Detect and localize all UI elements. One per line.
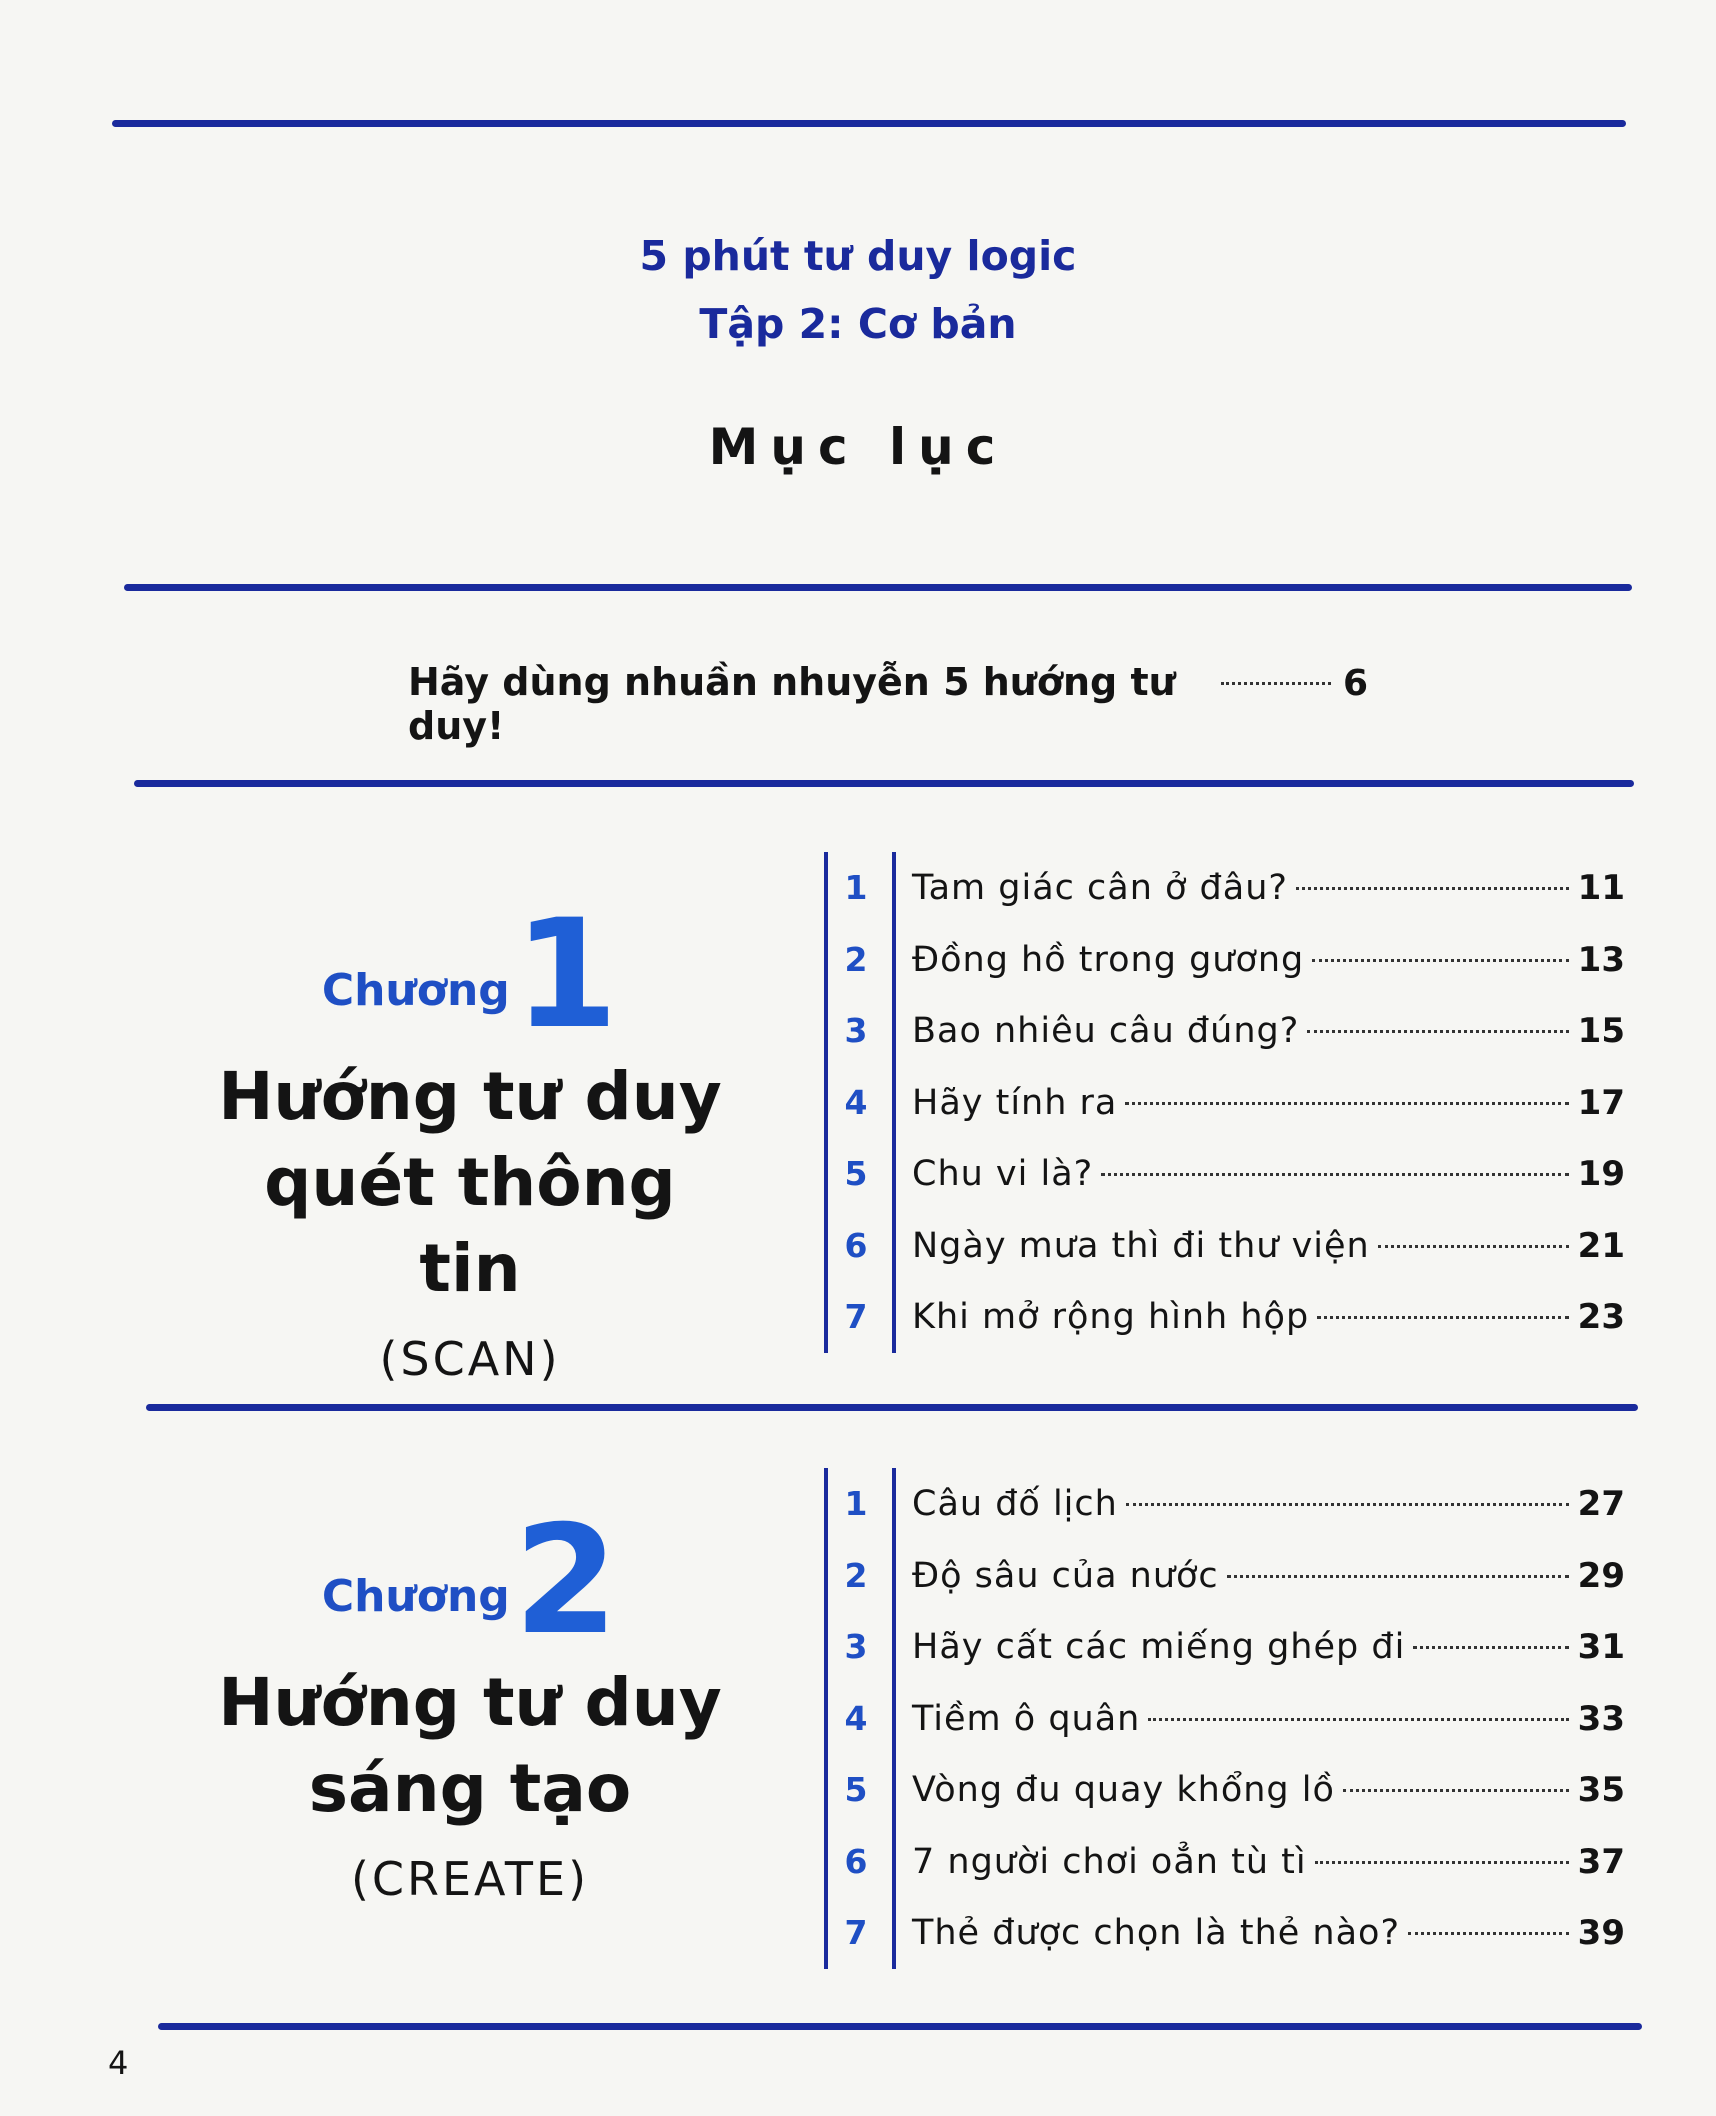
toc-item[interactable] — [820, 852, 1625, 924]
chapter2-title-line1: Hướng tư duy — [218, 1664, 722, 1741]
leader-dots — [1408, 1932, 1569, 1935]
leader-dots — [1343, 1789, 1569, 1792]
toc-item-page: 39 — [1577, 1913, 1625, 1953]
toc-item-number: 3 — [844, 1011, 868, 1050]
toc-item-number: 6 — [844, 1841, 868, 1881]
toc-item-title: Hãy tính ra — [912, 1082, 1118, 1123]
chapter1-title-line2: quét thông tin — [264, 1144, 676, 1307]
toc-item-page: 19 — [1577, 1154, 1625, 1194]
toc-heading: Mục lục — [708, 418, 1008, 476]
leader-dots — [1315, 1861, 1569, 1864]
toc-item-page: 23 — [1577, 1297, 1625, 1337]
book-title-line2: Tập 2: Cơ bản — [699, 300, 1017, 348]
toc-item[interactable] — [820, 1540, 1625, 1612]
toc-item-number: 1 — [844, 868, 868, 907]
toc-item-title: Ngày mưa thì đi thư viện — [912, 1225, 1370, 1266]
toc-item-page: 17 — [1577, 1082, 1625, 1123]
intro-rule — [134, 780, 1634, 787]
toc-item[interactable] — [820, 924, 1625, 996]
toc-item-page: 29 — [1577, 1555, 1625, 1596]
toc-item[interactable] — [820, 1210, 1625, 1282]
toc-item-title: Độ sâu của nước — [912, 1555, 1219, 1596]
toc-item[interactable] — [820, 1683, 1625, 1755]
leader-dots — [1317, 1316, 1569, 1319]
toc-item[interactable] — [820, 995, 1625, 1067]
list-bar-right — [892, 1468, 896, 1969]
leader-dots — [1148, 1718, 1569, 1721]
toc-item-number: 2 — [844, 1555, 868, 1595]
toc-item-number: 5 — [844, 1154, 868, 1193]
toc-item-title: Hãy cất các miếng ghép đi — [912, 1627, 1406, 1667]
toc-item-title: Chu vi là? — [912, 1154, 1094, 1194]
toc-item[interactable] — [820, 1611, 1625, 1683]
toc-item-page: 27 — [1577, 1484, 1625, 1524]
list-bar-left — [824, 1468, 828, 1969]
heading-rule — [124, 584, 1632, 591]
toc-item-page: 33 — [1577, 1698, 1625, 1739]
toc-item[interactable] — [820, 1468, 1625, 1540]
chapter1-heading — [210, 888, 730, 1386]
chapter2-list — [820, 1468, 1625, 1969]
book-title-line1: 5 phút tư duy logic — [639, 232, 1077, 280]
list-bar-right — [892, 852, 896, 1353]
intro-entry[interactable] — [408, 660, 1368, 748]
chapter1-subtitle: (SCAN) — [379, 1332, 561, 1386]
leader-dots — [1296, 887, 1569, 890]
leader-dots — [1307, 1030, 1569, 1033]
toc-item-page: 31 — [1577, 1627, 1625, 1667]
toc-item-page: 15 — [1577, 1011, 1625, 1051]
toc-item-title: Khi mở rộng hình hộp — [912, 1297, 1310, 1337]
page-number: 4 — [108, 2044, 129, 2082]
leader-dots — [1413, 1646, 1569, 1649]
toc-item[interactable] — [820, 1897, 1625, 1969]
book-title — [0, 222, 1716, 358]
chapter1-list — [820, 852, 1625, 1353]
toc-item-number: 3 — [844, 1627, 868, 1666]
chapter2-title-line2: sáng tạo — [308, 1750, 632, 1827]
intro-page: 6 — [1342, 663, 1368, 704]
toc-item-title: Bao nhiêu câu đúng? — [912, 1011, 1300, 1051]
chapter2-title — [210, 1660, 730, 1832]
chapter1-title — [210, 1054, 730, 1312]
chapter2-subtitle: (CREATE) — [350, 1852, 590, 1906]
toc-item[interactable] — [820, 1826, 1625, 1898]
leader-dots — [1312, 959, 1569, 962]
list-bar-left — [824, 852, 828, 1353]
toc-item-title: 7 người chơi oẳn tù tì — [912, 1841, 1307, 1882]
toc-item-title: Thẻ được chọn là thẻ nào? — [912, 1913, 1401, 1953]
toc-item-number: 2 — [844, 939, 868, 979]
toc-item-number: 7 — [844, 1297, 868, 1336]
toc-item-title: Đồng hồ trong gương — [912, 939, 1305, 980]
leader-dots — [1378, 1245, 1569, 1248]
chapter1-label — [210, 888, 730, 1062]
chapter2-heading — [210, 1494, 730, 1906]
toc-item-number: 4 — [844, 1082, 868, 1122]
leader-dots — [1227, 1575, 1569, 1578]
toc-item[interactable] — [820, 1754, 1625, 1826]
toc-item-page: 21 — [1577, 1225, 1625, 1266]
toc-item-title: Vòng đu quay khổng lồ — [912, 1770, 1335, 1810]
bottom-rule — [158, 2023, 1642, 2030]
toc-item-number: 5 — [844, 1770, 868, 1809]
toc-item[interactable] — [820, 1138, 1625, 1210]
leader-dots — [1126, 1503, 1569, 1506]
toc-item-page: 11 — [1577, 868, 1625, 908]
toc-item-number: 7 — [844, 1913, 868, 1952]
leader-dots — [1125, 1102, 1569, 1105]
toc-item-page: 35 — [1577, 1770, 1625, 1810]
chapter1-title-line1: Hướng tư duy — [218, 1058, 722, 1135]
toc-item-number: 6 — [844, 1225, 868, 1265]
toc-item-number: 4 — [844, 1698, 868, 1738]
toc-item[interactable] — [820, 1281, 1625, 1353]
leader-dots — [1101, 1173, 1569, 1176]
chapter2-label — [210, 1494, 730, 1668]
toc-item-page: 13 — [1577, 939, 1625, 980]
toc-item-number: 1 — [844, 1484, 868, 1523]
chapter1-number: 1 — [513, 888, 619, 1062]
leader-dots — [1221, 682, 1331, 685]
toc-item[interactable] — [820, 1067, 1625, 1139]
top-rule — [112, 120, 1626, 127]
toc-item-page: 37 — [1577, 1841, 1625, 1882]
chapter1-rule — [146, 1404, 1638, 1411]
toc-item-title: Câu đố lịch — [912, 1484, 1118, 1524]
chapter2-number: 2 — [513, 1494, 619, 1668]
chapter2-word: Chương — [321, 1571, 510, 1622]
chapter1-word: Chương — [321, 965, 510, 1016]
toc-item-title: Tiềm ô quân — [912, 1698, 1141, 1739]
intro-title: Hãy dùng nhuần nhuyễn 5 hướng tư duy! — [408, 660, 1176, 748]
toc-item-title: Tam giác cân ở đâu? — [912, 868, 1288, 908]
